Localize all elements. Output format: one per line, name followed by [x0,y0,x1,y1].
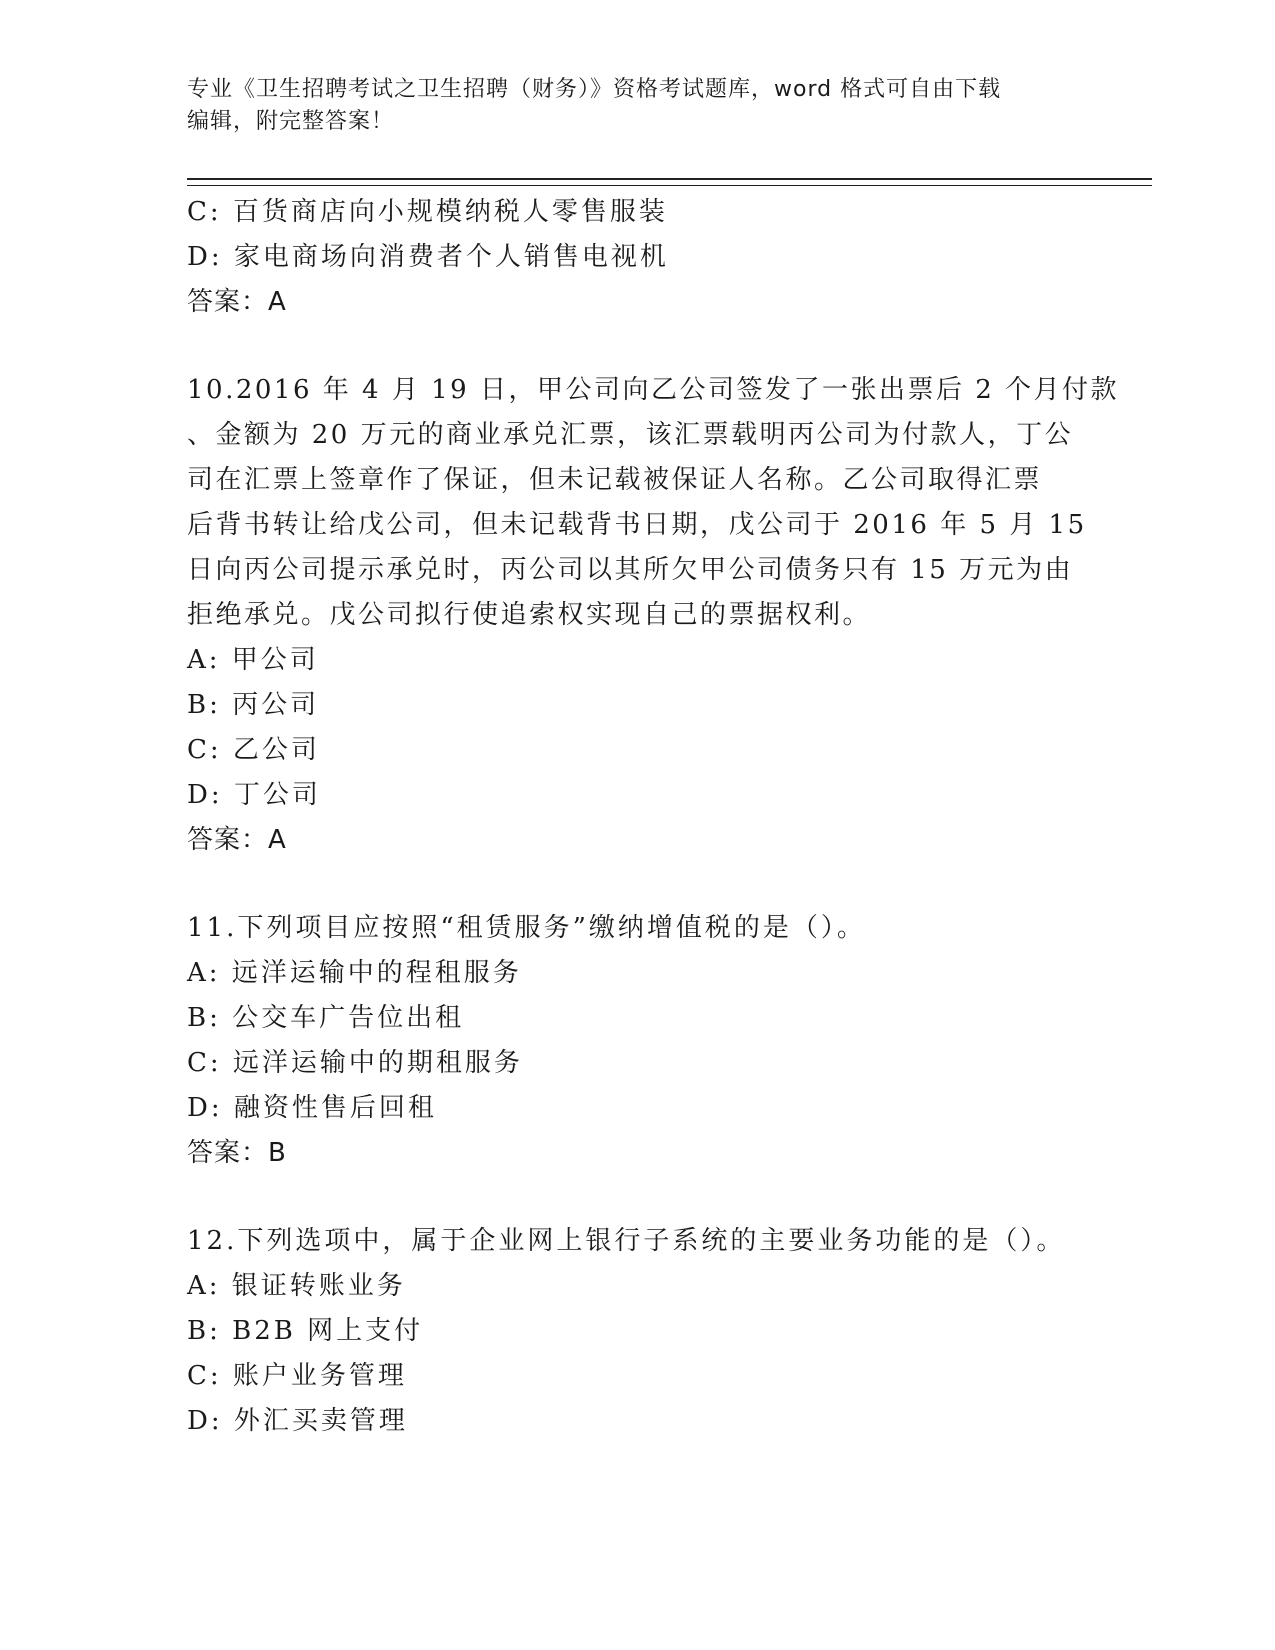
q10-stem-line: 拒绝承兑。戊公司拟行使追索权实现自己的票据权利。 [187,600,872,630]
q12-stem: 12.下列选项中，属于企业网上银行子系统的主要业务功能的是（）。 [187,1226,1066,1256]
spacer [187,325,1087,368]
question-9-tail [187,190,1087,325]
q11-option-a: A: 远洋运输中的程租服务 [187,958,522,988]
page-header [187,74,1087,138]
q11-option-b: B: 公交车广告位出租 [187,1003,465,1033]
header-line-2: 编辑，附完整答案！ [187,109,395,134]
question-10 [187,368,1120,863]
question-12 [187,1219,1087,1444]
q10-stem-line: 10.2016 年 4 月 19 日，甲公司向乙公司签发了一张出票后 2 个月付款 [187,375,1120,405]
q12-option-d: D: 外汇买卖管理 [187,1406,408,1436]
q10-stem-line: 司在汇票上签章作了保证，但未记载被保证人名称。乙公司取得汇票 [187,465,1043,495]
spacer [187,863,1087,906]
q11-option-d: D: 融资性售后回租 [187,1093,437,1123]
q10-stem-line: 、金额为 20 万元的商业承兑汇票，该汇票载明丙公司为付款人，丁公 [187,420,1074,450]
question-11 [187,906,1087,1176]
q10-stem-line: 后背书转让给戊公司，但未记载背书日期，戊公司于 2016 年 5 月 15 [187,510,1087,540]
q10-stem-line: 日向丙公司提示承兑时，丙公司以其所欠甲公司债务只有 15 万元为由 [187,555,1074,585]
q11-stem: 11.下列项目应按照“租赁服务”缴纳增值税的是（）。 [187,913,866,943]
q11-answer: 答案：B [187,1138,287,1168]
q10-option-b: B: 丙公司 [187,690,320,720]
q9-option-d: D: 家电商场向消费者个人销售电视机 [187,242,669,272]
q9-option-c: C: 百货商店向小规模纳税人零售服装 [187,197,668,227]
q12-option-a: A: 银证转账业务 [187,1271,406,1301]
spacer [187,1176,1087,1219]
document-body [187,190,1120,1444]
q10-option-a: A: 甲公司 [187,645,319,675]
q10-option-d: D: 丁公司 [187,780,321,810]
q10-answer: 答案：A [187,825,287,855]
header-divider [187,178,1152,186]
q9-answer: 答案：A [187,287,287,317]
q11-option-c: C: 远洋运输中的期租服务 [187,1048,523,1078]
q10-option-c: C: 乙公司 [187,735,320,765]
header-line-1: 专业《卫生招聘考试之卫生招聘（财务）》资格考试题库，word 格式可自由下载 [187,77,1002,102]
q12-option-b: B: B2B 网上支付 [187,1316,424,1346]
q12-option-c: C: 账户业务管理 [187,1361,407,1391]
q10-stem [187,368,1120,638]
